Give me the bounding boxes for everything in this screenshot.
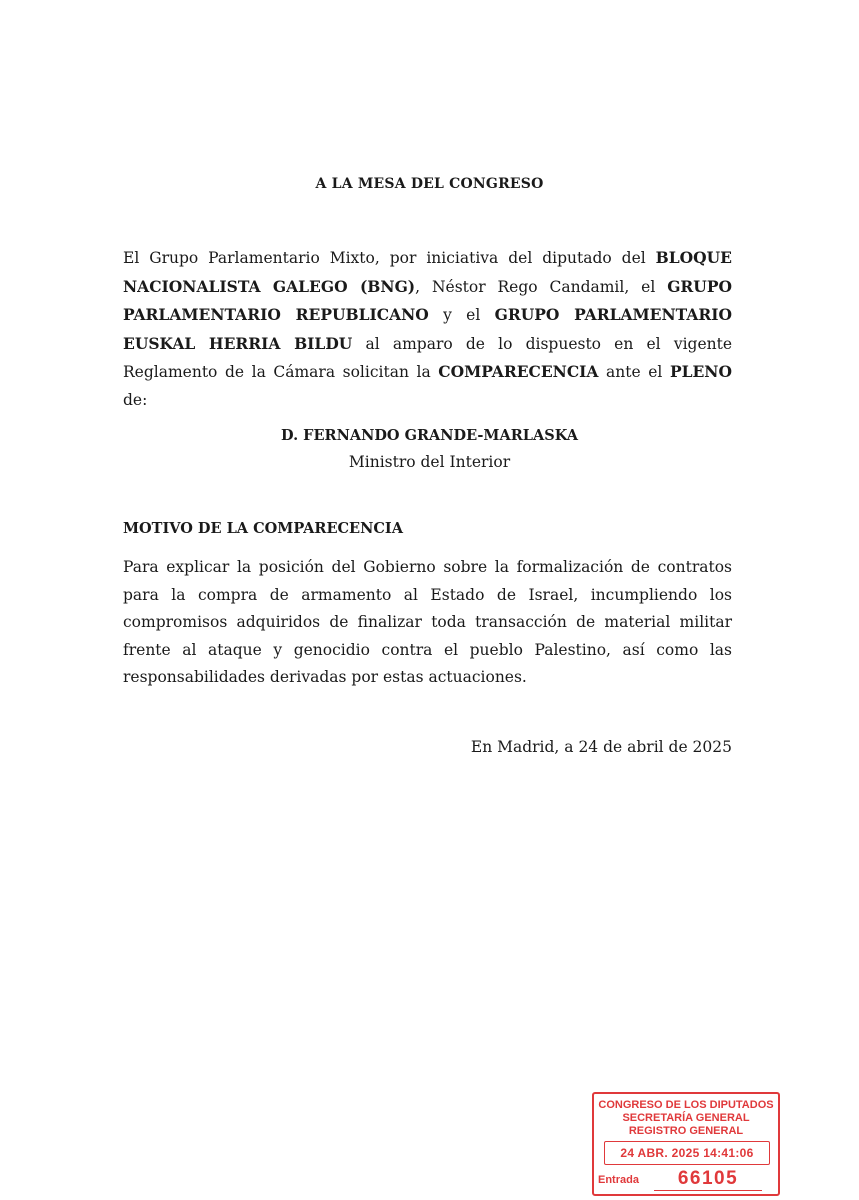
stamp-datetime: 24 ABR. 2025 14:41:06 [604, 1141, 770, 1165]
signoff-date: En Madrid, a 24 de abril de 2025 [470, 738, 732, 756]
addressee-role: Ministro del Interior [348, 453, 511, 471]
intro-bold-comparecencia: COMPARECENCIA [438, 362, 599, 381]
intro-bold-republicano: GRUPO PARLAMENTARIO REPUBLICANO [123, 276, 732, 324]
intro-text-5: ante el [598, 363, 670, 381]
intro-text-3: y el [428, 306, 495, 324]
stamp-entry-label: Entrada [598, 1174, 639, 1186]
intro-paragraph [123, 244, 732, 414]
intro-text-1: El Grupo Parlamentario Mixto, por iniciativa del diputado del [123, 249, 656, 267]
addressee-block [0, 422, 859, 476]
motive-title: MOTIVO DE LA COMPARECENCIA [123, 520, 403, 537]
registry-stamp [592, 1092, 780, 1196]
addressee-name: D. FERNANDO GRANDE-MARLASKA [281, 427, 578, 444]
stamp-line-registro: REGISTRO GENERAL [628, 1125, 744, 1137]
intro-bold-bildu: GRUPO PARLAMENTARIO EUSKAL HERRIA BILDU [123, 305, 732, 353]
document-heading: A LA MESA DEL CONGRESO [315, 176, 544, 192]
intro-text-4: al amparo de lo dispuesto en el vigente Reglamento de la Cámara solicitan la [123, 334, 733, 381]
intro-bold-pleno: PLENO [669, 362, 732, 381]
stamp-entry-number: 66105 [654, 1168, 762, 1191]
intro-bold-bng: BLOQUE NACIONALISTA GALEGO (BNG) [123, 248, 732, 296]
intro-text-2: , Néstor Rego Candamil, el [415, 277, 668, 296]
intro-text-6: de: [123, 390, 148, 409]
stamp-line-secretaria: SECRETARÍA GENERAL [622, 1112, 750, 1124]
stamp-line-congreso: CONGRESO DE LOS DIPUTADOS [598, 1099, 774, 1111]
motive-paragraph: Para explicar la posición del Gobierno sobre la formalización de contratos para la compra de armamento al Estado de Israel, incumpliendo los compromisos adquiridos de finalizar toda transacción de material militar frente al ataque y genocidio contra el pueblo Palestino, así como las responsabilidades derivadas por estas actuaciones. [123, 558, 732, 686]
